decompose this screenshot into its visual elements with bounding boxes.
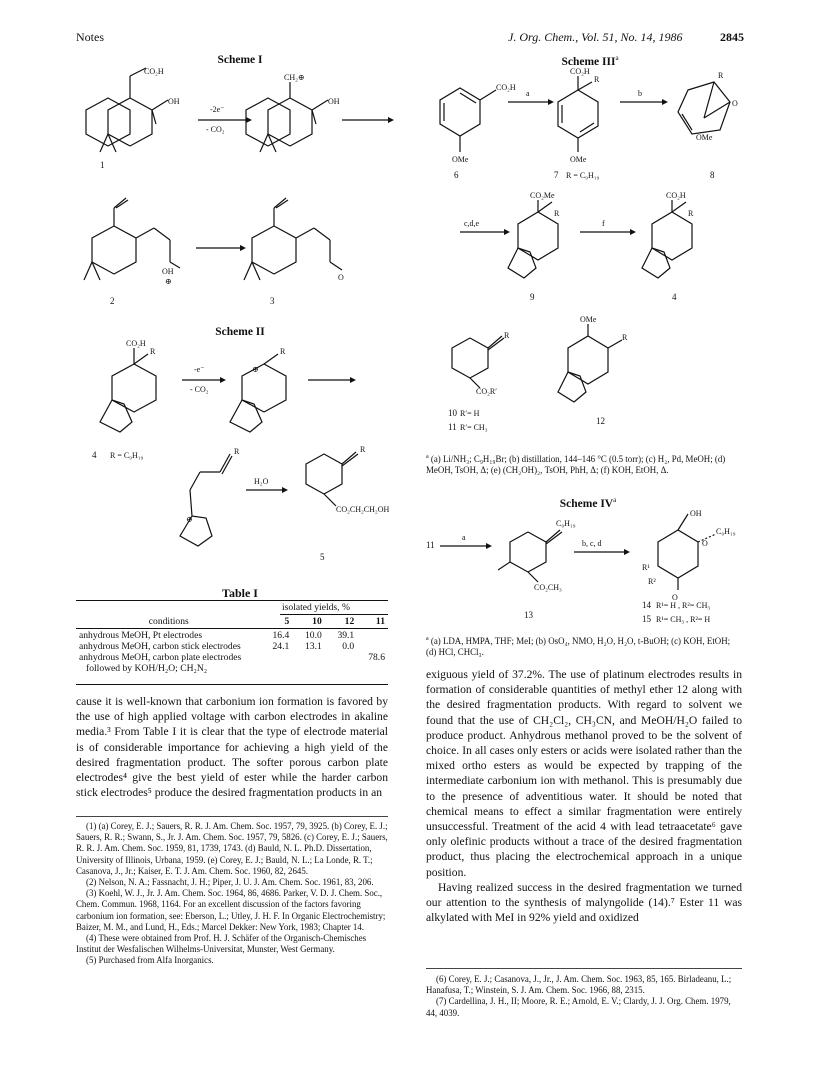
yields-table (76, 616, 388, 674)
oh-label: OH (690, 509, 702, 518)
oh-label: OH (168, 97, 180, 106)
co2h-label: CO₂H (666, 191, 686, 200)
step-label: a (462, 533, 466, 542)
charge-label: ⊕ (186, 515, 193, 524)
molecule-4 (100, 348, 156, 432)
compound-5-number: 5 (320, 552, 325, 562)
ome-label: OMe (570, 155, 587, 164)
r-definition: R = C₉H₁₉ (566, 171, 600, 180)
reagent-label: - CO₂ (190, 385, 209, 394)
molecule-14-15 (658, 514, 716, 590)
scheme-3-title: Scheme III$^a$ (561, 54, 619, 68)
left-body-paragraph: cause it is well-known that carbonium ion formation is favored by the use of high applied voltage with carbon electrodes in akaline media.³ From Table I it is clear that the type of electrode material is of considerable importance for achieving a high yield of the desired fragmentation product. The softer porous carbon plate electrodes⁴ give the best yield of ester while the harder carbon stick electrodes⁵ produce the desired fragmentation products in an (76, 695, 388, 800)
step-label: f (602, 219, 605, 228)
table-row (76, 641, 388, 652)
page-number: 2845 (720, 30, 744, 44)
r-definition: R¹= CH₃ , R²= H (656, 615, 711, 624)
right-body-text (426, 667, 742, 925)
co2h-label: CO₂H (496, 83, 516, 92)
r-definition: R′= H (460, 409, 480, 418)
scheme-3-drawing (430, 68, 760, 448)
r-label: R (554, 209, 560, 218)
compound-10-number: 10 (448, 408, 457, 418)
footnote-1: (1) (a) Corey, E. J.; Sauers, R. R. J. Am. Chem. Soc. 1957, 79, 3925. (b) Corey, E. J.; Sauers, R. R.; Swann, S., Jr. J. Am. Chem. Soc. 1957, 79, 5826. (c) Corey, E. J.; Sauers, R. R. J. Am. Chem. Soc. 1959, 81, 1739, 1743. (d) Bauld, N. L. Ph.D. Dissertation, University of Illinois, Urbana, 1959. (e) Corey, E. J.; Bauld, N. L.; La Londe, R. T.; Casanova, J., Jr.; Kaiser, E. T. J. Am. Chem. Soc. 1960, 82, 2645. (76, 821, 388, 876)
o-label: O (702, 539, 708, 548)
footnote-rule (426, 968, 742, 969)
column-header: 5 (284, 616, 290, 627)
r-label: R (234, 447, 240, 456)
ester-label: CO₂CH₂CH₂OH (336, 505, 390, 514)
ome-label: OMe (452, 155, 469, 164)
co2ch3-label: CO₂CH₃ (534, 583, 562, 592)
ome-label: OMe (580, 315, 597, 324)
table-cell: followed by KOH/H₂O; CH₂N₂ (86, 663, 208, 674)
column-header: 11 (375, 616, 385, 627)
compound-3-number: 3 (270, 296, 275, 306)
o-label: O (338, 273, 344, 282)
oh-label: OH (162, 267, 174, 276)
molecule-12 (558, 324, 622, 402)
step-label: a (526, 89, 530, 98)
scheme-4-drawing (426, 508, 756, 628)
r-label: R (360, 445, 366, 454)
arrow-head (624, 549, 630, 555)
o-label: O (672, 593, 678, 602)
arrow-head (548, 99, 554, 105)
right-paragraph-1: exiguous yield of 37.2%. The use of platinum electrodes results in formation of considerable quantities of methyl ether 12 along with the desired fragmentation products. With regard to solvent we found that the use of CH₂Cl₂, CH₃CN, and MeOH/H₂O failed to produce product. Anhydrous methanol proved to be the solvent of choice. In all cases only esters or acids were isolated rather than the mixed ortho esters as would be expected by trapping of the intermediate carbonium ion with methanol. This is presumably due to the presence of adventitious water. It should be noted that chemical means to effect a similar fragmentation were entirely unsuccessful. Treatment of the acid 4 with lead tetraacetate⁶ gave only olefinic products without a trace of the desired fragmentation product, thus placing the electrochemical approach in a unique position. (426, 668, 742, 879)
table-cell: anhydrous MeOH, carbon stick electrodes (79, 641, 241, 652)
molecule-10-11 (452, 336, 504, 388)
footnote-rule (76, 816, 388, 817)
table-cell: 78.6 (368, 652, 385, 663)
r-label: R (688, 209, 694, 218)
arrow-head (662, 99, 668, 105)
scheme-4-title: Scheme $IV^a$ (559, 496, 617, 510)
molecule-3 (244, 198, 342, 280)
footnote-5: (5) Purchased from Alfa Inorganics. (86, 955, 214, 966)
scheme-2-title: Scheme II (215, 326, 265, 338)
footnote-7: (7) Cardellina, J. H., II; Moore, R. E.; Arnold, E. V.; Clardy, J. J. Org. Chem. 1979, 44, 4039. (426, 996, 731, 1018)
running-head-left: Notes (76, 30, 104, 44)
scheme-1-title: Scheme I (217, 54, 263, 66)
running-head-journal: J. Org. Chem., Vol. 51, No. 14, 1986 (508, 30, 683, 44)
compound-4-number: 4 (672, 292, 677, 302)
column-header: 12 (344, 616, 355, 627)
table-group-rule (280, 614, 388, 615)
compound-8-number: 8 (710, 170, 715, 180)
r-label: R (504, 331, 510, 340)
molecule-8 (678, 82, 730, 134)
r-definition: R¹= H , R²= CH₃ (656, 601, 711, 610)
co2h-label: CO₂H (144, 67, 164, 76)
table-top-rule (76, 600, 388, 601)
arrow-head (240, 245, 246, 251)
table-row (76, 663, 388, 674)
column-header: 10 (312, 616, 322, 627)
compound-12-number: 12 (596, 416, 605, 426)
compound-6-number: 6 (454, 170, 459, 180)
c9-label: C₉H₁₉ (556, 519, 576, 528)
arrow-head (388, 117, 394, 123)
molecule-7 (558, 76, 598, 152)
table-cell (262, 652, 293, 663)
table-cell (357, 641, 388, 652)
arrow-head (282, 487, 288, 493)
footnote-3: (3) Koehl, W. J., Jr. J. Am. Chem. Soc. 1964, 86, 4686. Parker, V. D. J. Chem. Soc., Chem. Commun. 1968, 1164. For an excellent discussion of the factors favoring carbonium ion formation, see: Eberson, L.; Utley, J. H. F. In Organic Electrochemistry; Baizer, M. M., and Lund, H., Eds.; Marcel Dekker: New York, 1983; Chapter 14. (76, 888, 386, 932)
molecule-5 (306, 452, 358, 506)
scheme-2-drawing (80, 340, 400, 575)
r-definition: R = C₉H₁₉ (110, 451, 144, 460)
table-cell (357, 630, 388, 641)
molecule-9 (508, 200, 558, 278)
scheme-3-footnote: $^a$ (a) Li/NH₃; C₉H₁₉Br; (b) distillation, 144–146 °C (0.5 torr); (c) H₂, Pd, MeOH; (d) MeOH, TsOH, Δ; (e) (CH₂OH)₂, TsOH, PhH, Δ; (f) KOH, EtOH, Δ. (426, 453, 726, 476)
ome-label: OMe (696, 133, 713, 142)
step-label: b (638, 89, 642, 98)
molecule-6 (440, 88, 496, 152)
footnote-6: (6) Corey, E. J.; Casanova, J., Jr., J. Am. Chem. Soc. 1963, 85, 165. Birladeanu, L.; Hanafusa, T.; Winstein, S. J. Am. Chem. Soc. 1966, 88, 2315. (426, 974, 732, 996)
compound-14-number: 14 (642, 600, 651, 610)
water-label: H₂O (254, 477, 269, 486)
o-label: O (732, 99, 738, 108)
table-title: Table I (222, 586, 258, 600)
arrow-head (486, 543, 492, 549)
arrow-head (220, 377, 226, 383)
c9-label: C₉H₁₉ (716, 527, 736, 536)
table-cell: 16.4 (272, 630, 290, 641)
compound-11-number: 11 (448, 422, 457, 432)
table-cell: anhydrous MeOH, Pt electrodes (79, 630, 203, 641)
reagent-label: - CO₂ (206, 125, 225, 134)
compound-4-number: 4 (92, 450, 97, 460)
arrow-head (630, 229, 636, 235)
r-label: R (718, 71, 724, 80)
table-row (76, 652, 388, 663)
charge-label: ⊕ (165, 277, 172, 286)
molecule-cation (246, 82, 328, 152)
step-label: b, c, d (582, 539, 602, 548)
table-cell: anhydrous MeOH, carbon plate electrodes (79, 652, 242, 663)
charge-label: ⊕ (252, 365, 259, 374)
oh-label: OH (328, 97, 340, 106)
molecule-4 (642, 200, 692, 278)
ch2-cation-label: CH₂⊕ (284, 73, 305, 82)
reagent-label: -2e⁻ (210, 105, 225, 114)
co2h-label: CO₂H (126, 339, 146, 348)
compound-15-number: 15 (642, 614, 651, 624)
co2r-label: CO₂R′ (476, 387, 497, 396)
molecule-13 (498, 530, 562, 582)
co2h-label: CO₂H (570, 67, 590, 76)
r1-label: R¹ (642, 563, 650, 572)
table-cell (325, 652, 357, 663)
compound-9-number: 9 (530, 292, 535, 302)
open-chain-cation (180, 454, 232, 546)
r-label: R (150, 347, 156, 356)
arrow-head (246, 117, 252, 123)
compound-1-number: 1 (100, 160, 105, 170)
table-cell: 10.0 (304, 630, 322, 641)
table-group-header: isolated yields, % (282, 602, 350, 613)
reagent-label: -e⁻ (194, 365, 205, 374)
table-row (76, 630, 388, 641)
arrow-head (504, 229, 510, 235)
right-paragraph-2: Having realized success in the desired fragmentation we turned our attention to the synthesis of malyngolide (14).⁷ Ester 11 was alkylated with MeI in 92% yield and oxidized (426, 880, 742, 925)
column-header: conditions (148, 616, 189, 627)
r2-label: R² (648, 577, 656, 586)
scheme-1-drawing (70, 68, 400, 318)
table-bottom-rule (76, 684, 388, 685)
table-cell: 13.1 (304, 641, 322, 652)
r-label: R (280, 347, 286, 356)
r-definition: R′= CH₃ (460, 423, 488, 432)
footnote-4: (4) These were obtained from Prof. H. J. Schäfer of the Organisch-Chemisches Institut der Wesfalischen Wilhelms-Universitat, Munster, West Germany. (76, 933, 367, 955)
co2me-label: CO₂Me (530, 191, 555, 200)
compound-7-number: 7 (554, 170, 559, 180)
r-label: R (622, 333, 628, 342)
footnotes-left (76, 821, 388, 967)
r-label: R (594, 75, 600, 84)
compound-13-number: 13 (524, 610, 533, 620)
molecule-1 (86, 68, 168, 152)
table-cell: 0.0 (342, 641, 355, 652)
footnote-2: (2) Nelson, N. A.; Fassnacht, J. H.; Piper, J. U. J. Am. Chem. Soc. 1961, 83, 206. (86, 877, 374, 888)
footnotes-right (426, 974, 742, 1019)
table-header-row (76, 616, 388, 627)
scheme-4-footnote: $^a$ (a) LDA, HMPA, THF; MeI; (b) OsO₄, NMO, H₂O, H₂O, t-BuOH; (c) KOH, EtOH; (d) HCl, CHCl₃. (426, 635, 731, 658)
table-cell: 39.1 (337, 630, 355, 641)
table-cell (292, 652, 324, 663)
arrow-head (350, 377, 356, 383)
compound-11-number: 11 (426, 540, 435, 550)
compound-2-number: 2 (110, 296, 115, 306)
step-label: c,d,e (464, 219, 480, 228)
table-cell: 24.1 (272, 641, 290, 652)
